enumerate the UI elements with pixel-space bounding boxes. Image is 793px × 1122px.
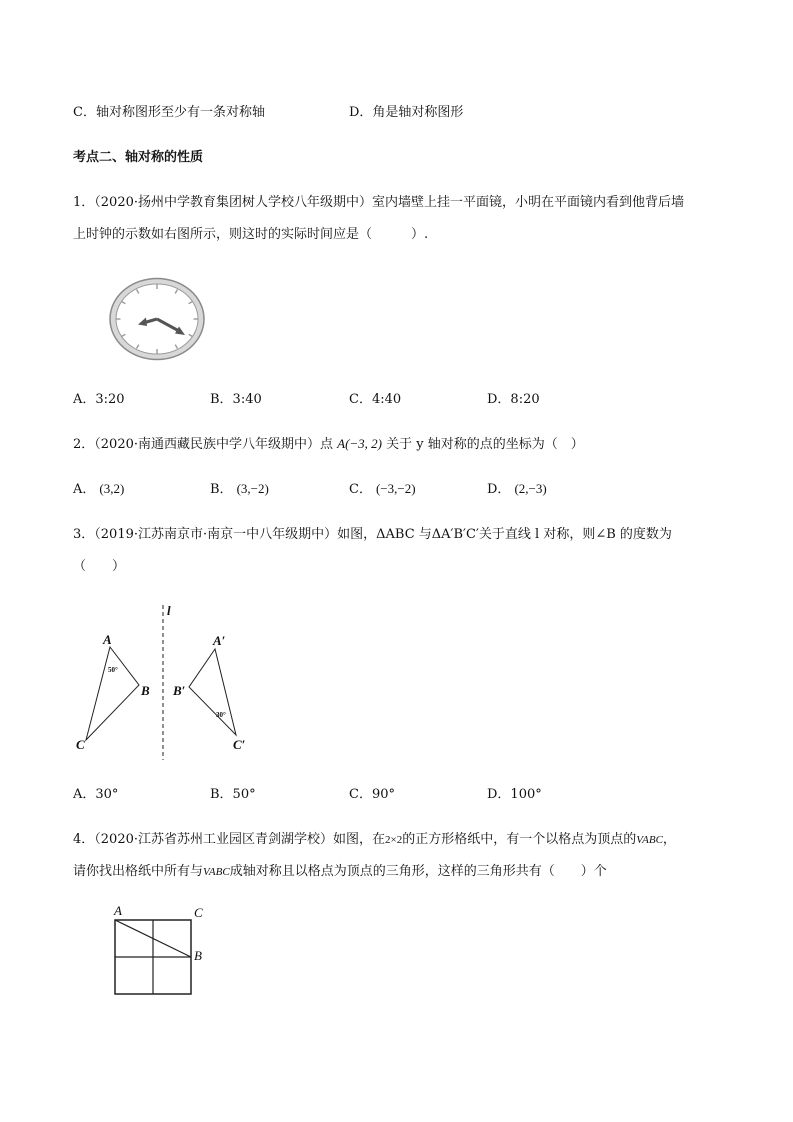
q1-option-d: D．8:20 bbox=[487, 392, 540, 407]
q3-line-1: 3．（2019·江苏南京市·南京一中八年级期中）如图，ΔABC 与ΔA′B′C′关于直线 l 对称，则∠B 的度数为 bbox=[73, 527, 672, 542]
label-c-prime: C′ bbox=[233, 737, 246, 752]
label-b: B bbox=[141, 683, 150, 698]
q2-text-after: 关于 y 轴对称的点的坐标为（ ） bbox=[382, 437, 584, 452]
angle-c-prime-label: 30° bbox=[216, 711, 226, 719]
q2-line bbox=[73, 433, 584, 452]
clock-figure bbox=[107, 276, 207, 362]
label-a: A bbox=[103, 632, 112, 647]
q3-option-b: B．50° bbox=[210, 787, 256, 802]
q3-option-d: D．100° bbox=[487, 787, 542, 802]
q1-option-c: C．4:40 bbox=[349, 392, 402, 407]
q2-option-b: B． (3,−2) bbox=[210, 481, 269, 497]
q4-grid-size: 2×2 bbox=[385, 834, 403, 846]
q3-option-c: C．90° bbox=[349, 787, 395, 802]
triangles-figure bbox=[70, 600, 260, 760]
q2-option-d: D． (2,−3) bbox=[487, 481, 547, 497]
section-title: 考点二、轴对称的性质 bbox=[73, 150, 204, 165]
q3-line-2: （ ） bbox=[73, 559, 126, 574]
q4-triangle-2: VABC bbox=[203, 866, 230, 878]
option-d-text: D．角是轴对称图形 bbox=[349, 105, 464, 120]
grid-label-c: C bbox=[194, 905, 203, 920]
q4-line-2: 请你找出格纸中所有与VABC成轴对称且以格点为顶点的三角形，这样的三角形共有（ ）个 bbox=[73, 864, 607, 879]
clock-icon bbox=[107, 276, 207, 362]
q2-text-before: 2．（2020·南通西藏民族中学八年级期中）点 bbox=[73, 437, 338, 452]
label-c: C bbox=[76, 737, 85, 752]
label-b-prime: B′ bbox=[173, 683, 186, 698]
option-c-text: C．轴对称图形至少有一条对称轴 bbox=[73, 105, 265, 120]
q2-point: A(−3, 2) bbox=[337, 436, 382, 451]
q4-line-1: 4．（2020·江苏省苏州工业园区青剑湖学校）如图，在2×2的正方形格纸中，有一个以格点为顶点的VABC， bbox=[73, 832, 676, 847]
q1-line-1: 1．（2020·扬州中学教育集团树人学校八年级期中）室内墙壁上挂一平面镜，小明在平面镜内看到他背后墙 bbox=[73, 195, 684, 210]
q2-option-c: C． (−3,−2) bbox=[349, 481, 416, 497]
q2-option-a: A． (3,2) bbox=[73, 481, 125, 497]
triangle-abc bbox=[86, 647, 139, 740]
q4-triangle-1: VABC bbox=[636, 834, 663, 846]
label-a-prime: A′ bbox=[213, 633, 226, 648]
line-label: l bbox=[167, 603, 171, 618]
q1-line-2: 上时钟的示数如右图所示，则这时的实际时间应是（ ）. bbox=[73, 227, 429, 242]
q1-option-b: B．3:40 bbox=[210, 392, 262, 407]
grid-label-a: A bbox=[114, 903, 122, 918]
q1-option-a: A．3:20 bbox=[73, 392, 125, 407]
grid-figure bbox=[108, 900, 218, 1000]
q3-option-a: A．30° bbox=[73, 787, 119, 802]
grid-label-b: B bbox=[194, 948, 202, 963]
triangle-a1b1c1 bbox=[189, 649, 236, 735]
angle-a-label: 50° bbox=[108, 666, 118, 674]
